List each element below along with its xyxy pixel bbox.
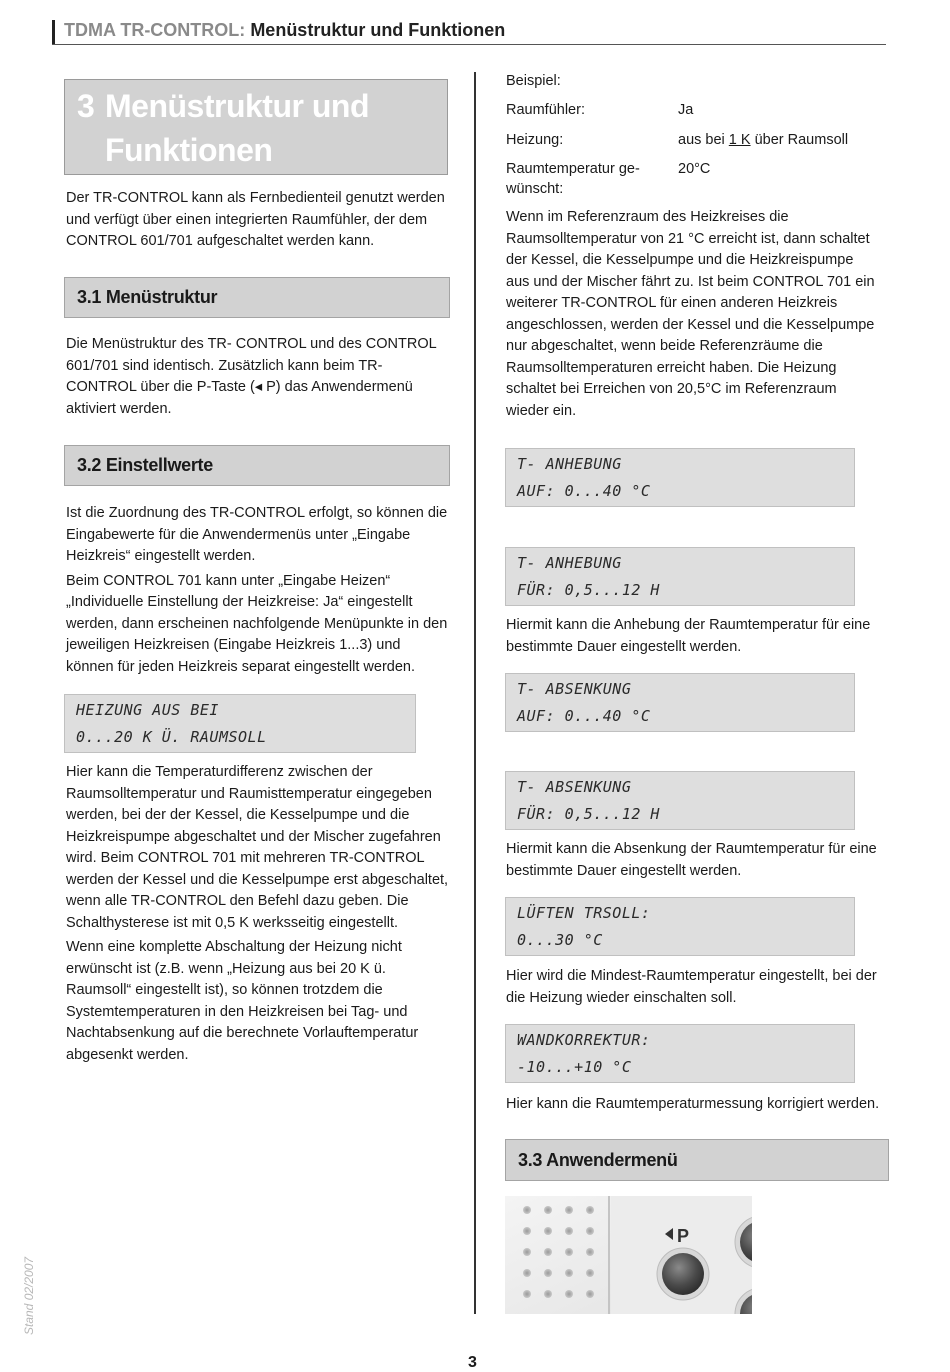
absenkung-text: Hiermit kann die Absenkung der Raumtemperatur für eine bestimmte Dauer eingestellt werden.: [506, 841, 877, 879]
anhebung-text: Hiermit kann die Anhebung der Raumtemperatur für eine bestimmte Dauer eingestellt werden.: [506, 617, 871, 655]
lcd-line: WANDKORREKTUR:: [517, 1031, 651, 1049]
lcd-display: [505, 771, 855, 830]
device-illustration: [505, 1196, 752, 1314]
example-value: Ja: [678, 102, 694, 118]
lcd-line: T- ABSENKUNG: [517, 680, 632, 698]
example-value: 20°C: [678, 161, 711, 177]
page-number: 3: [468, 1354, 477, 1371]
chapter-number: 3: [77, 88, 95, 124]
header-title: Menüstruktur und Funktionen: [250, 20, 506, 40]
example-key: Raumfühler:: [506, 102, 585, 118]
date-stamp: Stand 02/2007: [22, 1256, 36, 1335]
lcd-line: HEIZUNG AUS BEI: [76, 701, 219, 719]
section-3-2-paragraph: Wenn eine komplette Abschaltung der Heizung nicht erwünscht ist (z.B. wenn „Heizung aus bei 20 K ü. Raumsoll“ eingestellt ist), so können trotzdem die Systemtemperaturen in den Heizkreisen bei Tag- und Nachtabsenkung auf die berechnete Vorlauftemperatur abgesenkt werden.: [66, 939, 419, 1063]
lcd-line: 0...20 K Ü. RAUMSOLL: [76, 728, 267, 746]
lcd-line: 0...30 °C: [517, 931, 603, 949]
lueften-text: Hier wird die Mindest-Raumtemperatur eingestellt, bei der die Heizung wieder einschalten soll.: [506, 968, 877, 1006]
example-label: Beispiel:: [506, 73, 561, 89]
lcd-display: [505, 1024, 855, 1083]
wand-text: Hier kann die Raumtemperaturmessung korrigiert werden.: [506, 1096, 880, 1112]
section-3-2-text: [66, 503, 448, 681]
p-button-icon: [662, 1253, 704, 1295]
lcd-line: FÜR: 0,5...12 H: [517, 581, 660, 599]
lcd-display: [505, 448, 855, 507]
page-header: [64, 20, 505, 41]
example-key: [506, 159, 640, 199]
section-heading-3-2: 3.2 Einstellwerte: [64, 445, 450, 486]
lcd-line: -10...+10 °C: [517, 1058, 632, 1076]
chapter-title-line2: Funktionen: [105, 132, 273, 168]
lcd-line: FÜR: 0,5...12 H: [517, 805, 660, 823]
header-rule: [52, 44, 886, 45]
lcd-display: [505, 673, 855, 732]
value-text: über Raumsoll: [750, 132, 849, 148]
header-prefix: TDMA TR-CONTROL:: [64, 20, 246, 40]
lcd-line: LÜFTEN TRSOLL:: [517, 904, 651, 922]
lcd-line: T- ANHEBUNG: [517, 554, 622, 572]
svg-text:P: P: [677, 1226, 690, 1246]
section-heading-3-1: 3.1 Menüstruktur: [64, 277, 450, 318]
chapter-heading: [64, 79, 448, 175]
example-key: Heizung:: [506, 132, 564, 148]
section-3-1-text: Die Menüstruktur des TR- CONTROL und des CONTROL 601/701 sind identisch. Zusätzlich kann beim TR- CONTROL über die P-Taste (◂ P) das Anwendermenü aktiviert werden.: [66, 336, 437, 417]
column-divider: [474, 72, 476, 1314]
example-key-line: Raumtemperatur ge-: [506, 161, 640, 177]
lcd-display: [505, 547, 855, 606]
example-value: [678, 130, 848, 150]
section-3-2-paragraph: Beim CONTROL 701 kann unter „Eingabe Heizen“ „Individuelle Einstellung der Heizkreise: Ja“ eingestellt werden, dann erscheinen nachfolgende Menüpunkte in den jeweiligen Heizkreisen (Eingabe Heizkreis 1...3) und können für jeden Heizkreis separat eingestellt werden.: [66, 572, 448, 675]
header-bar: [52, 20, 55, 44]
section-3-2-paragraph: Hier kann die Temperaturdifferenz zwischen der Raumsolltemperatur und Raumisttemperatur eingegeben werden, bei der der Kessel, die Kesselpumpe und die Heizkreispumpe abgeschaltet und der Mischer zugefahren wird. Beim CONTROL 701 mit mehreren TR-CONTROL werden der Kessel und die Kesselpumpe erst abgeschaltet, wenn alle TR-CONTROL den Befehl dazu geben. Die Schalthysterese ist mit 0,5 K werksseitig eingestellt.: [66, 764, 449, 931]
section-heading-3-3: 3.3 Anwendermenü: [505, 1139, 889, 1181]
value-text: aus bei: [678, 132, 729, 148]
lcd-line: AUF: 0...40 °C: [517, 482, 651, 500]
example-key-line: wünscht:: [506, 181, 564, 197]
lcd-line: T- ANHEBUNG: [517, 455, 622, 473]
value-underlined: 1 K: [728, 132, 751, 148]
chapter-title-line1: Menüstruktur und: [105, 88, 369, 124]
section-3-2-text-2: [66, 762, 450, 1069]
device-photo: [505, 1196, 752, 1314]
lcd-display: [64, 694, 416, 753]
lcd-line: AUF: 0...40 °C: [517, 707, 651, 725]
lcd-display: [505, 897, 855, 956]
section-3-2-paragraph: Ist die Zuordnung des TR-CONTROL erfolgt, so können die Eingabewerte für die Anwendermenüs unter „Eingabe Heizkreis“ eingestellt werden.: [66, 505, 448, 564]
example-text: Wenn im Referenzraum des Heizkreises die Raumsolltemperatur von 21 °C erreicht ist, dann schaltet der Kessel, die Kesselpumpe und die Heizkreispumpe aus und der Mischer fährt zu. Ist beim CONTROL 701 ein weiterer TR-CONTROL für einen anderen Heizkreis angeschlossen, werden der Kessel und die Kesselpumpe nur abgeschaltet, wenn beide Referenzräume die Raumsolltemperaturen erreicht haben. Die Heizung schaltet bei Erreichen von 20,5°C im Referenzraum wieder ein.: [506, 209, 875, 419]
intro-paragraph: Der TR-CONTROL kann als Fernbedienteil genutzt werden und verfügt über einen integrierten Raumfühler, der dem CONTROL 601/701 aufgeschaltet werden kann.: [66, 190, 445, 249]
lcd-line: T- ABSENKUNG: [517, 778, 632, 796]
